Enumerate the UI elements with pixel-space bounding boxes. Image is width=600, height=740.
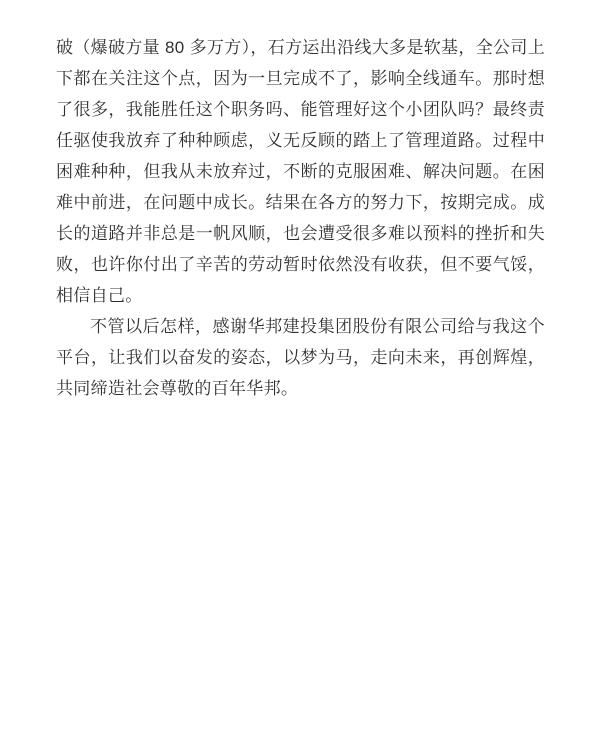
paragraph-body-2: 不管以后怎样，感谢华邦建投集团股份有限公司给与我这个平台，让我们以奋发的姿态，以梦为马，走向未来，再创辉煌，共同缔造社会尊敬的百年华邦。: [56, 317, 545, 398]
paragraph-body-1: 破（爆破方量 80 多万方），石方运出沿线大多是软基，全公司上下都在关注这个点，因为一旦完成不了，影响全线通车。那时想了很多，我能胜任这个职务吗、能管理好这个小团队吗？最终责任驱使我放弃了种种顾虑，义无反顾的踏上了管理道路。过程中困难种种，但我从未放弃过，不断的克服困难、解决问题。在困难中前进，在问题中成长。结果在各方的努力下，按期完成。成长的道路并非总是一帆风顺，也会遭受很多难以预料的挫折和失败，也许你付出了辛苦的劳动暂时依然没有收获，但不要气馁，相信自己。: [56, 38, 545, 305]
